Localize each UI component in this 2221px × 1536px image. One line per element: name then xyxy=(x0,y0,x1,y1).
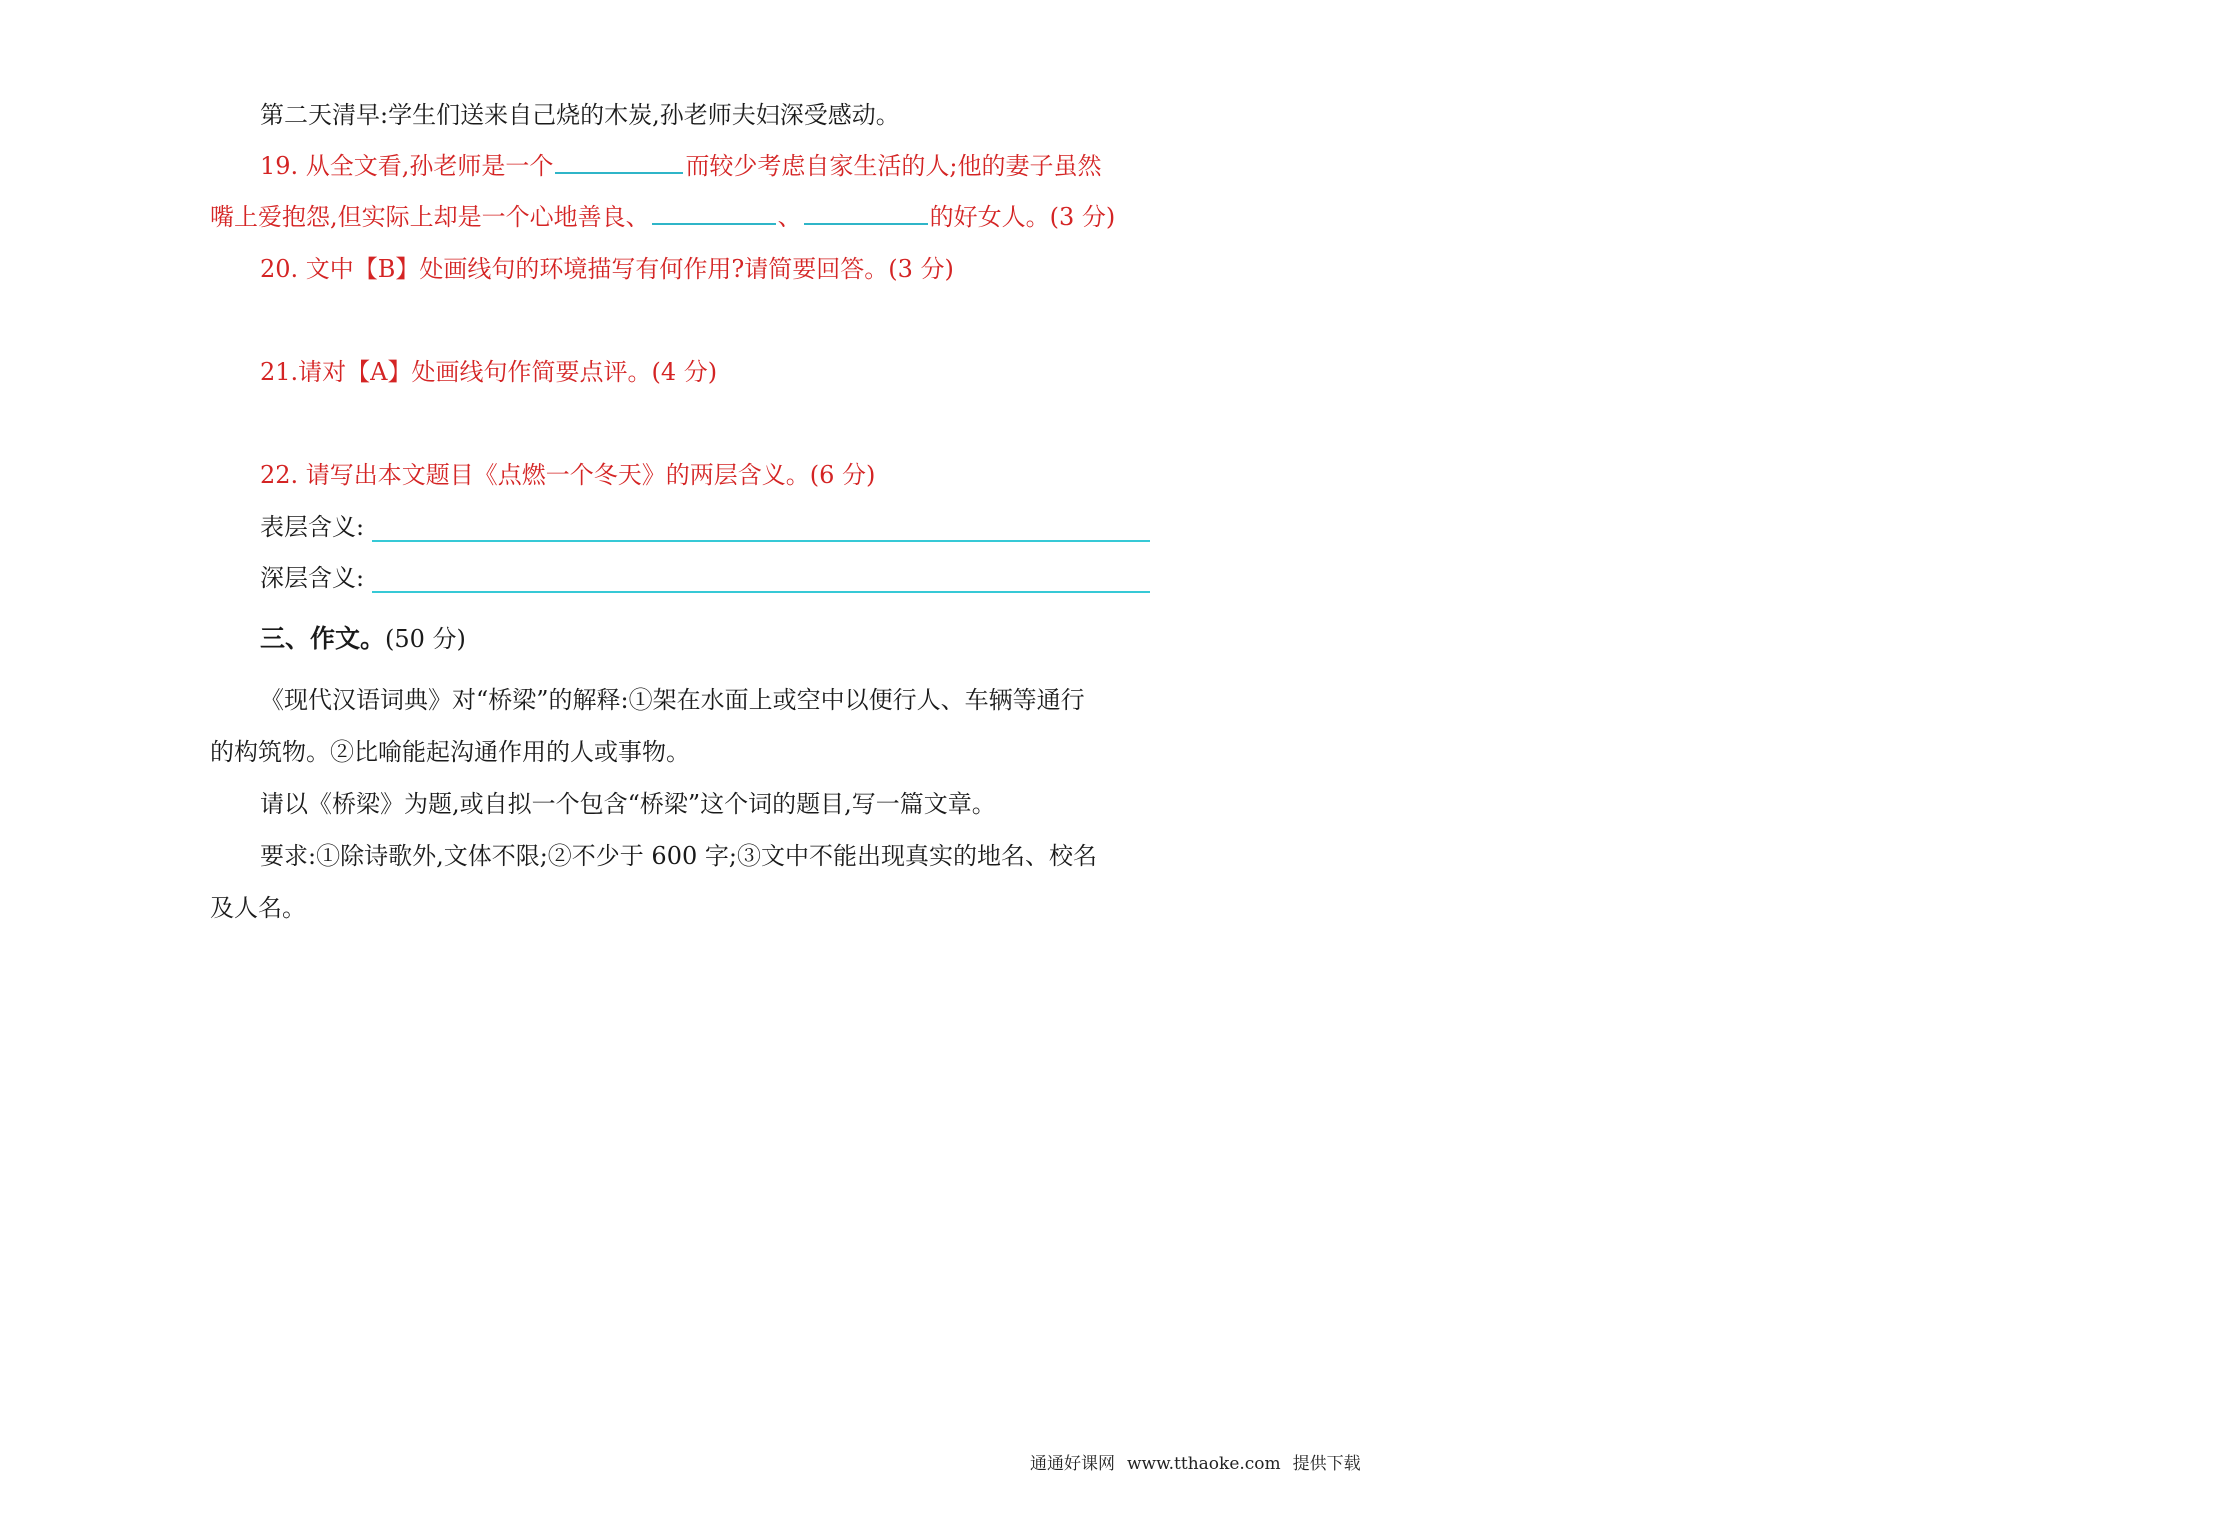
deep-meaning-label: 深层含义: xyxy=(260,564,365,592)
passage-line: 第二天清早:学生们送来自己烧的木炭,孙老师夫妇深受感动。 xyxy=(260,101,900,129)
question-19-text-b: 而较少考虑自家生活的人;他的妻子虽然 xyxy=(685,152,1102,180)
question-19-text-a: 19. 从全文看,孙老师是一个 xyxy=(260,152,554,180)
essay-prompt-paragraph-1: 《现代汉语词典》对“桥梁”的解释:①架在水面上或空中以便行人、车辆等通行 xyxy=(260,686,1085,714)
section-3-heading xyxy=(260,624,466,654)
surface-meaning-label: 表层含义: xyxy=(260,513,365,541)
question-19-continued xyxy=(210,202,1115,232)
question-19-separator: 、 xyxy=(777,203,802,231)
essay-requirements: 要求:①除诗歌外,文体不限;②不少于 600 字;③文中不能出现真实的地名、校名 xyxy=(260,842,1097,870)
essay-prompt-paragraph-2: 请以《桥梁》为题,或自拟一个包含“桥梁”这个词的题目,写一篇文章。 xyxy=(260,790,996,818)
question-19 xyxy=(260,151,1102,181)
section-3-score: (50 分) xyxy=(385,625,466,653)
section-3-title: 三、作文。 xyxy=(260,624,386,653)
footer-url[interactable]: www.tthaoke.com xyxy=(1127,1454,1281,1474)
deep-meaning-answer-line[interactable] xyxy=(372,591,1150,593)
question-20: 20. 文中【B】处画线句的环境描写有何作用?请简要回答。(3 分) xyxy=(260,255,954,283)
question-21: 21.请对【A】处画线句作简要点评。(4 分) xyxy=(260,358,718,386)
question-22: 22. 请写出本文题目《点燃一个冬天》的两层含义。(6 分) xyxy=(260,461,876,489)
answer-blank[interactable] xyxy=(652,203,776,225)
answer-blank[interactable] xyxy=(555,152,683,174)
essay-requirements-continued: 及人名。 xyxy=(210,894,306,922)
surface-meaning-answer-line[interactable] xyxy=(372,540,1150,542)
answer-blank[interactable] xyxy=(804,203,928,225)
page-footer xyxy=(1030,1453,1373,1475)
question-19-text-c: 嘴上爱抱怨,但实际上却是一个心地善良、 xyxy=(210,203,650,231)
footer-note: 提供下载 xyxy=(1292,1454,1361,1474)
question-19-text-d: 的好女人。(3 分) xyxy=(929,203,1116,231)
footer-site-name: 通通好课网 xyxy=(1030,1454,1115,1474)
essay-prompt-paragraph-1-continued: 的构筑物。②比喻能起沟通作用的人或事物。 xyxy=(210,738,690,766)
